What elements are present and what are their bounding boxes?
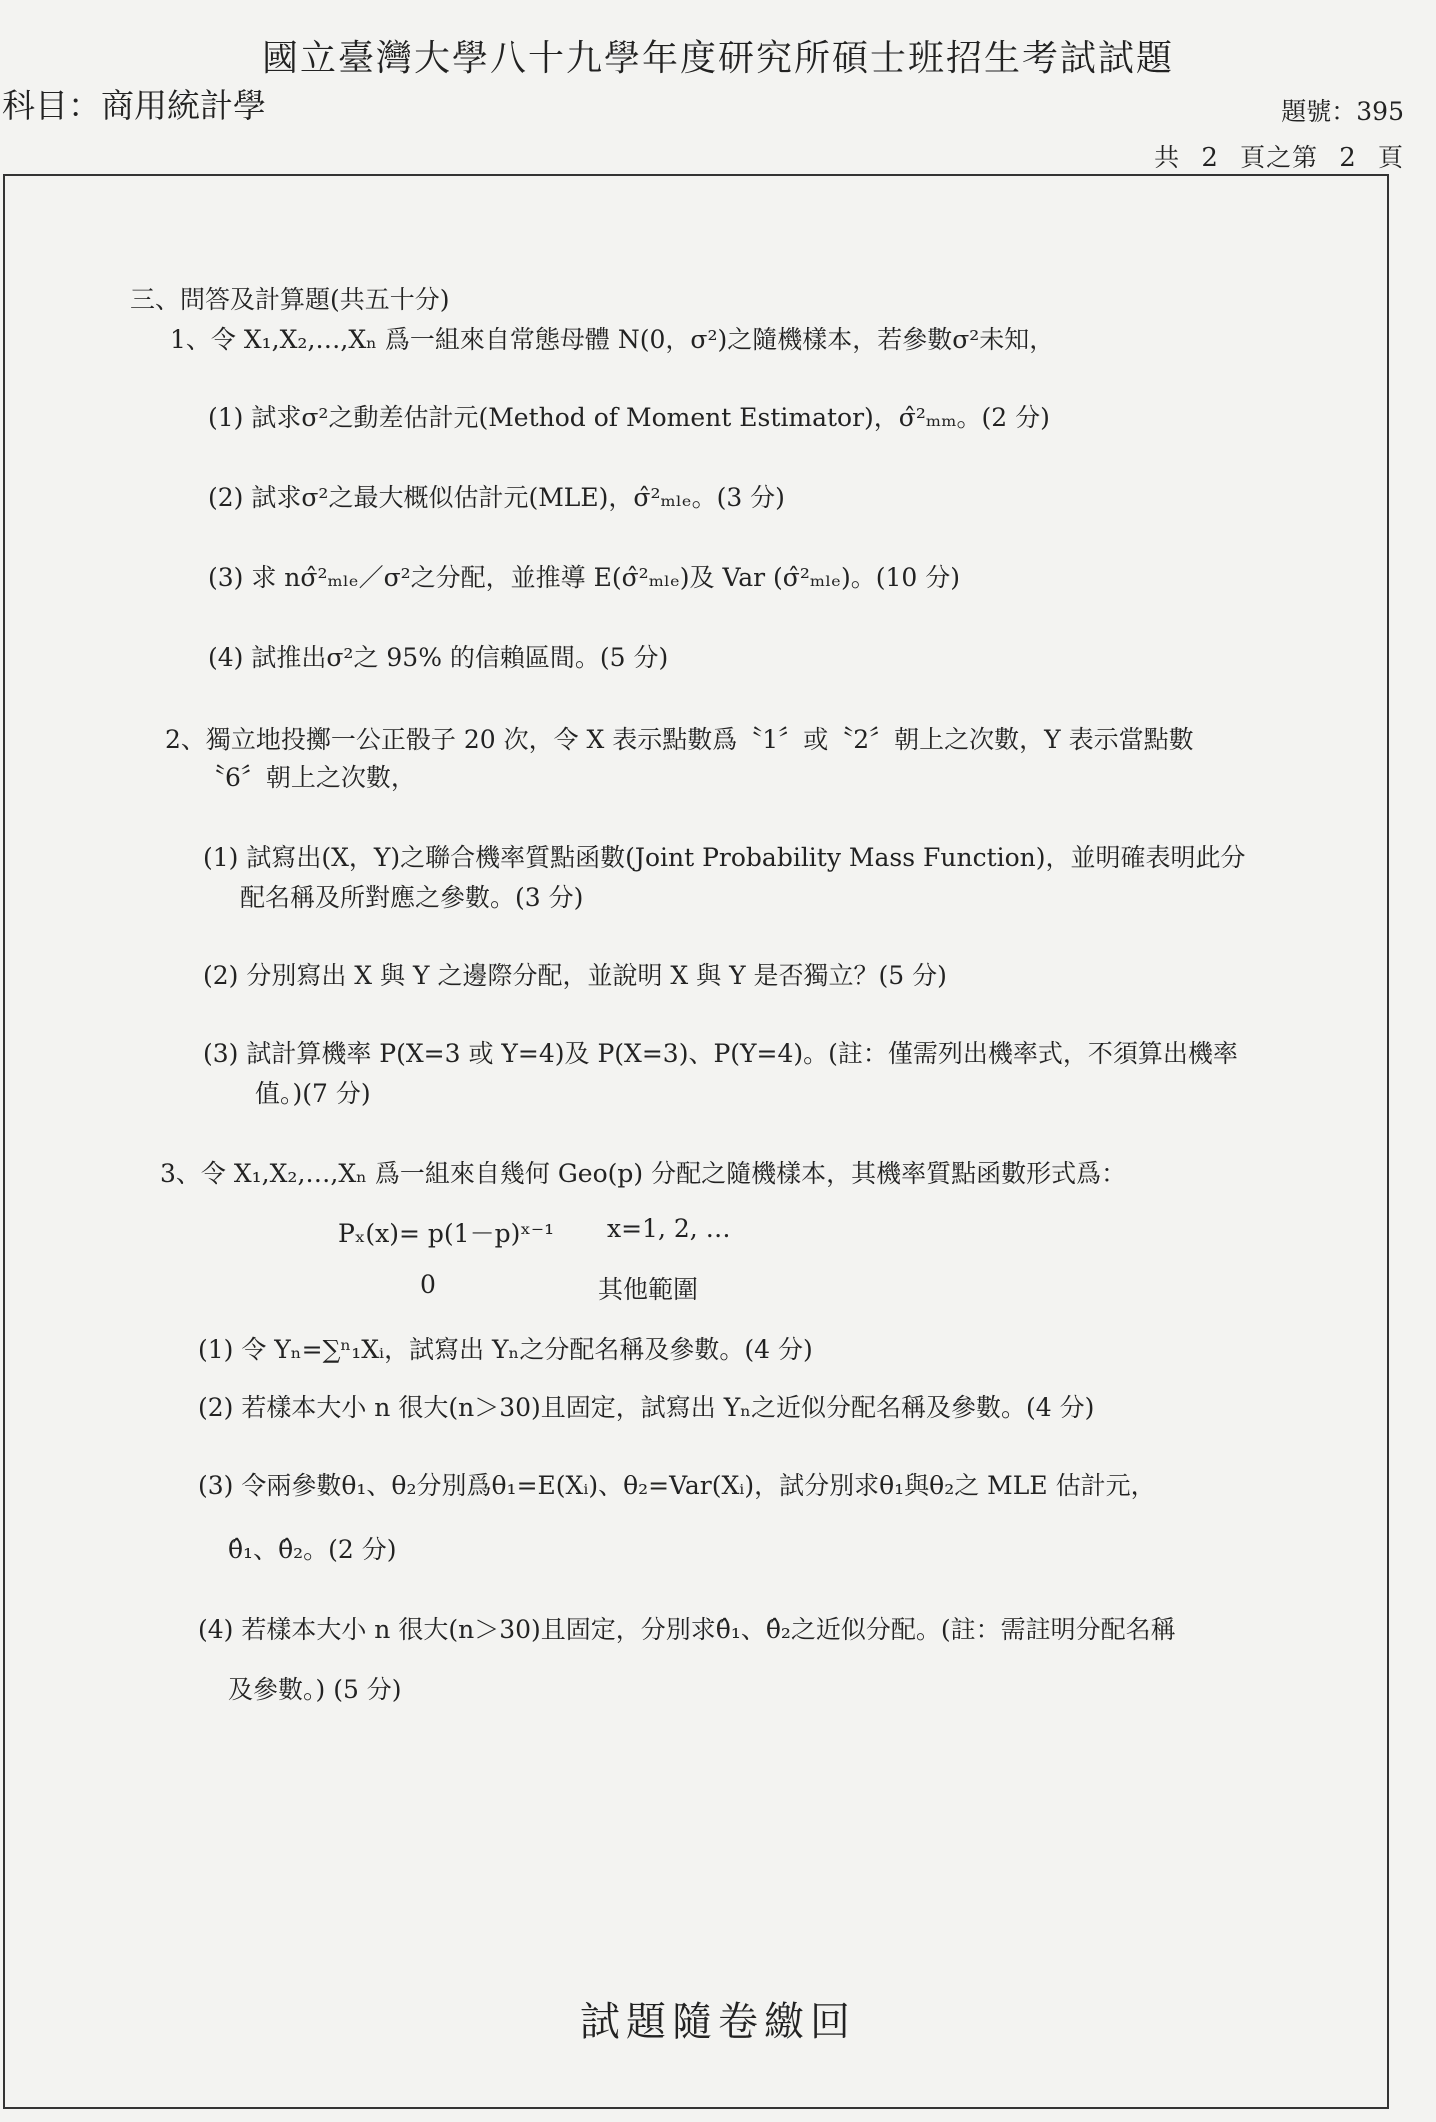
q3-part4-line1: (4) 若樣本大小 n 很大(n＞30)且固定，分別求θ̂₁、θ̂₂之近似分配。(註：需註明分配名稱 xyxy=(198,1615,1176,1644)
page-indicator xyxy=(1154,138,1404,174)
q1-part1: (1) 試求σ²之動差估計元(Method of Moment Estimator)，σ̂²ₘₘ。(2 分) xyxy=(208,403,1050,432)
section-heading: 三、問答及計算題(共五十分) xyxy=(130,285,450,314)
q1-part3: (3) 求 nσ̂²ₘₗₑ／σ²之分配，並推導 E(σ̂²ₘₗₑ)及 Var (σ̂²ₘₗₑ)。(10 分) xyxy=(208,563,960,592)
q2-part1-line1: (1) 試寫出(X，Y)之聯合機率質點函數(Joint Probability Mass Function)，並明確表明此分 xyxy=(203,843,1246,872)
q3-stem: 3、令 X₁,X₂,…,Xₙ 爲一組來自幾何 Geo(p) 分配之隨機樣本，其機率質點函數形式爲： xyxy=(160,1159,1127,1188)
page-current: 2 xyxy=(1339,143,1357,173)
page-suffix: 頁 xyxy=(1377,143,1404,172)
q3-part3-line2: θ̂₁、θ̂₂。(2 分) xyxy=(228,1535,397,1564)
q3-pmf-range: x=1, 2, … xyxy=(607,1214,731,1243)
exam-title: 國立臺灣大學八十九學年度研究所碩士班招生考試試題 xyxy=(261,38,1174,79)
page-middle: 頁之第 xyxy=(1240,143,1319,172)
q3-pmf-formula: Pₓ(x)= p(1－p)ˣ⁻¹ xyxy=(338,1219,555,1248)
page-prefix: 共 xyxy=(1154,143,1181,172)
q2-part3-line1: (3) 試計算機率 P(X=3 或 Y=4)及 P(X=3)、P(Y=4)。(註：僅需列出機率式，不須算出機率 xyxy=(203,1039,1238,1068)
q2-stem-line1: 2、獨立地投擲一公正骰子 20 次，令 X 表示點數爲〝1〞或〝2〞朝上之次數，Y 表示當點數 xyxy=(165,725,1194,754)
exam-frame xyxy=(3,174,1389,2109)
q3-part1: (1) 令 Yₙ=∑ⁿ₁Xᵢ，試寫出 Yₙ之分配名稱及參數。(4 分) xyxy=(198,1335,813,1364)
q3-pmf-other: 其他範圍 xyxy=(598,1275,699,1304)
page-total: 2 xyxy=(1201,143,1219,173)
q1-part4: (4) 試推出σ²之 95% 的信賴區間。(5 分) xyxy=(208,643,669,672)
q2-part1-line2: 配名稱及所對應之參數。(3 分) xyxy=(240,883,584,912)
q1-stem: 1、令 X₁,X₂,…,Xₙ 爲一組來自常態母體 N(0，σ²)之隨機樣本，若參數σ²未知， xyxy=(170,325,1055,354)
subject-label: 科目：商用統計學 xyxy=(2,86,266,125)
q2-part3-line2: 值。)(7 分) xyxy=(255,1079,371,1108)
q3-part2: (2) 若樣本大小 n 很大(n＞30)且固定，試寫出 Yₙ之近似分配名稱及參數。(4 分) xyxy=(198,1393,1095,1422)
q3-part4-line2: 及參數。) (5 分) xyxy=(228,1675,402,1704)
question-number: 題號：395 xyxy=(1281,97,1404,126)
q2-stem-line2: 〝6〞朝上之次數， xyxy=(200,763,416,792)
return-notice: 試題隨卷繳回 xyxy=(580,1999,856,2045)
q2-part2: (2) 分別寫出 X 與 Y 之邊際分配，並說明 X 與 Y 是否獨立？(5 分) xyxy=(203,961,947,990)
q3-part3-line1: (3) 令兩參數θ₁、θ₂分別爲θ₁=E(Xᵢ)、θ₂=Var(Xᵢ)，試分別求θ₁與θ₂之 MLE 估計元， xyxy=(198,1471,1156,1500)
q3-pmf-zero: 0 xyxy=(420,1270,436,1299)
q1-part2: (2) 試求σ²之最大概似估計元(MLE)，σ̂²ₘₗₑ。(3 分) xyxy=(208,483,785,512)
